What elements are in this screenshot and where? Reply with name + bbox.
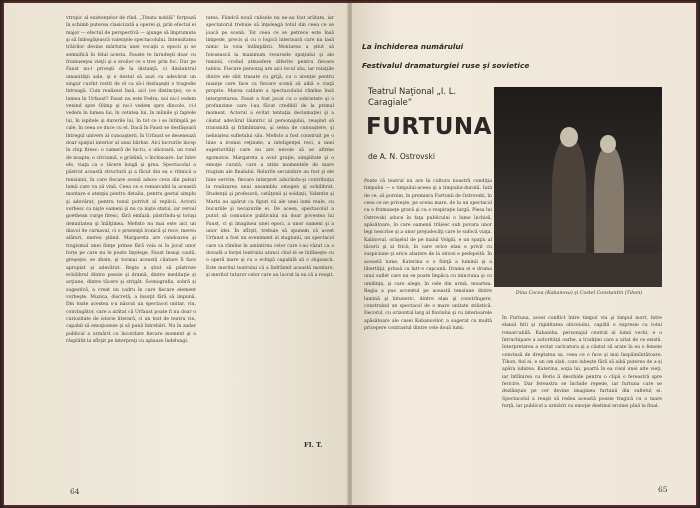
article-title: FURTUNA bbox=[366, 114, 492, 140]
article-signature: FI. T. bbox=[304, 441, 323, 449]
photo-figure-right bbox=[594, 147, 624, 259]
left-page bbox=[4, 3, 348, 505]
page-number-right: 65 bbox=[658, 485, 668, 494]
right-page-column-2: În Furtuna, acest conflict între timpul viu şi timpul mort, între elanul firii şi rigiditatea obiceiului, capătă o expresie cu totul remarcabilă. Kabaniha, personajul central al lumii vechi, e o întruchipare a autorităţii oarbe, a tradiţiei care a uitat de ce există. Interpretarea a evitat caricatura şi a căutat să arate în ea o femeie convinsă de dreptatea sa, ceea ce o face şi mai înspăimîntătoare. Tihon, fiul ei, e un om slab, care iubeşte fără să aibă puterea de a-şi apăra iubirea. Katerina, soţia lui, poartă în ea visul unei alte vieţi, iar întîlnirea cu Boris îi deschide pentru o clipă o fereastră spre fericire. Dar fereastra se închide repede, iar furtuna care se dezlănţuie pe cer devine imaginea furtunii din sufletul ei. Spectacolul a reuşit să redea această poezie tragică cu o mare forţă, iar publicul a urmărit cu emoţie destinul eroinei pînă la final. bbox=[502, 316, 662, 410]
left-page-column-1: vtropic al existenţelor de rînd. „Tinuta nobilă” forţează în schimb puterea clasicizată a operei şi, prin efectul ei major — efectul de perspectivă — ajunge să împrumute şi să îmbogăţească valenţele spectacolului. Intensitatea trăirilor devine mărturia unei vocaţii a epocii şi se semnifică în felul acesta. Fauste te înrudeşti doar cu frumuseţea vieţii şi a eroilor ce o trec prin foc. Dar pe Faust nu-l priveşti de la distanţă, ci dinăuntrul umanităţii sale, şi e destul să auzi cu adevărat un singur cuvînt rostit de el ca să-i desluşeşti o tragedie întreagă. Cum realizezi însă, aici (ce distincţie), ce e lumea în Urfaust? Faust nu este Fedra; noi nu-l vedem venind spre Olimp şi nu-l vedem spre dincolo, ci-l vedem în lumea lui, în cetatea lui, în mîinile şi faptele lui, în ispitele şi durerile lui, în tot ce i se întîmplă pe cale, în ceea ce duce cu el. Dacă în Faust se desfăşoară întregul univers al cunoaşterii, în Urfaust se desenează doar spaţiul interior al unui bărbat. Aici lucrurile încep în chip firesc: o cameră de lucru, o ulicioară, un rond de noapte, o cîrciumă, o grădină, o închisoare. Iar între ele, viaţa ca o tăcere lungă şi grea. Spectacolul a păstrat această structură şi a făcut din ea o ritmică a tensiunii, în care fiecare scenă aduce ceva din pulsul lumii care va să vină. Ceea ce e remarcabil la această montare e atenţia pentru detaliu, pentru gestul simplu şi adevărat, pentru tonul potrivit al replicii. Actorii vorbesc ca nişte oameni şi nu ca nişte statui, iar versul goethean curge firesc, fără emfază, păstrîndu-şi totuşi demnitatea şi înălţimea. Mefisto nu mai este aici un diavol de carnaval, ci o prezenţă ironică şi rece, mereu alături, mereu ştiind. Margareta are candoarea şi tragismul unei fiinţe prinse fără voia ei în jocul unor forţe pe care nu le poate înţelege. Faust însuşi caută, greşeşte, se zbate, şi tocmai această căutare îl face apropiat şi adevărat. Regia a ştiut să păstreze echilibrul dintre poezie şi dramă, dintre meditaţie şi acţiune, dintre tăcere şi strigăt. Scenografia, sobră şi sugestivă, a creat un cadru în care fiecare element vorbeşte. Muzica, discretă, a însoţit fără să impună. Din toate acestea s-a născut un spectacol unitar, viu, convingător, care a arătat că Urfaust poate fi nu doar o curiozitate de istorie literară, ci un text de teatru viu, capabil să emoţioneze şi să pună întrebări. Nu în zadar publicul a urmărit cu încordare fiecare moment şi a răsplătit la sfîrşit pe interpreţi cu aplauze îndelungi. bbox=[66, 16, 196, 345]
left-page-column-2: tatea. Fiindcă nouă culisele nu ne-au fost arătate, iar spectatorul trebuie să înţeleagă totul din ceea ce se joacă pe scenă. Tot ceea ce se petrece este însă limpede, precis şi cu o logică interioară care nu lasă nimic la voia întîmplării. Montarea a ştiut să folosească la maximum resursele spaţiului şi ale luminii, creînd atmosfere diferite pentru fiecare tablou. Fiecare personaj are aici locul său, iar relaţiile dintre ele sînt trasate cu grijă, cu o atenţie pentru nuanţe care face ca fiecare scenă să aibă o viaţă proprie. Marea calitate a spectacolului rămîne însă interpretarea. Faust a fost jucat cu o sobrietate şi o profunzime care l-au făcut credibil de la primul moment. Actorul a evitat tentaţia declamaţiei şi a căutat adevărul lăuntric al personajului, reuşind să transmită şi frămîntarea, şi setea de cunoaştere, şi neliniştea sufletului său. Mefisto a fost construit pe o linie a ironiei reţinute, a inteligenţei reci, a unei superiorităţi care nu are nevoie să se afirme zgomotos. Margareta a avut graţie, simplitate şi o emoţie curată, care a atins momentele de mare tragism ale finalului. Rolurile secundare au fost şi ele bine servite, fiecare interpret aducîndu-şi contribuţia la realizarea unui ansamblu omogen şi echilibrat. Studenţii şi profesorii, cetăţenii şi soldaţii, Valentin şi Marta au apărut ca figuri vii ale unei lumi reale, cu bucuriile şi necazurile ei. De aceea, spectacolul a putut să comunice publicului nu doar povestea lui Faust, ci şi imaginea unei epoci, a unor oameni şi a unor idei. În sfîrşit, trebuie să spunem că acest Urfaust a fost un eveniment al stagiunii, un spectacol care va rămîne în amintirea celor care l-au văzut ca o dovadă a forţei teatrului atunci cînd el se întîlneşte cu o operă mare şi cu o echipă capabilă să o slujească. Este meritul teatrului că a îndrăznit această montare, şi meritul tuturor celor care au lucrat la ea că a reuşit. bbox=[206, 16, 334, 279]
photo-face-right bbox=[600, 135, 616, 153]
right-page-column-1: Poate că teatrul nu are în cultura noastră condiţia timpului — o timpului-aceea şi a timpului-durată. Iată de ce, să pornim, în premiera Furtunii de Ostrovski, în ceea ce ne priveşte, pe scena mare, de la un spectacol cu o frumuseţe gravă şi cu o respiraţie largă. Piesa lui Ostrovski aduce în faţa publicului o lume închisă, apăsătoare, în care oamenii trăiesc sub povara unor legi nescrise şi a unor prejudecăţi care le sufocă viaţa. Kalinovul, orăşelul de pe malul Volgăi, e un spaţiu al tăcerii şi al fricii, în care orice elan e privit cu suspiciune şi orice abatere de la obicei e pedepsită. În această lume, Katerina e o fiinţă a luminii şi a libertăţii, prinsă ca într-o capcană. Drama ei e drama unui suflet care nu se poate împăca cu minciuna şi cu umilinţa, şi care alege, în cele din urmă, moartea. Regia a pus accentul pe această tensiune dintre lumină şi întuneric, dintre elan şi constrîngere, construind un spectacol de o mare unitate stilistică. Decorul, cu orizontul larg al fluviului şi cu interioarele apăsătoare ale casei Kabanovilor, a sugerat cu multă pricepere contrastul dintre cele două lumi. bbox=[364, 179, 492, 331]
book-spread bbox=[4, 3, 696, 505]
theatre-name: Teatrul Naţional „I. L. Caragiale” bbox=[368, 86, 457, 107]
photo-figure-left bbox=[552, 139, 586, 259]
photo-stage-floor bbox=[494, 253, 662, 287]
article-author: de A. N. Ostrovski bbox=[368, 152, 435, 161]
stage-photo bbox=[494, 87, 662, 287]
photo-face-left bbox=[560, 127, 578, 147]
kicker-line-1: La închiderea numărului bbox=[362, 42, 464, 51]
right-page bbox=[352, 3, 696, 505]
kicker-line-2: Festivalul dramaturgiei ruse şi sovietice bbox=[362, 61, 530, 70]
photo-caption: Dina Cocea (Kabanova) şi Costel Constantin (Tihon) bbox=[515, 291, 643, 296]
page-number-left: 64 bbox=[70, 487, 80, 496]
